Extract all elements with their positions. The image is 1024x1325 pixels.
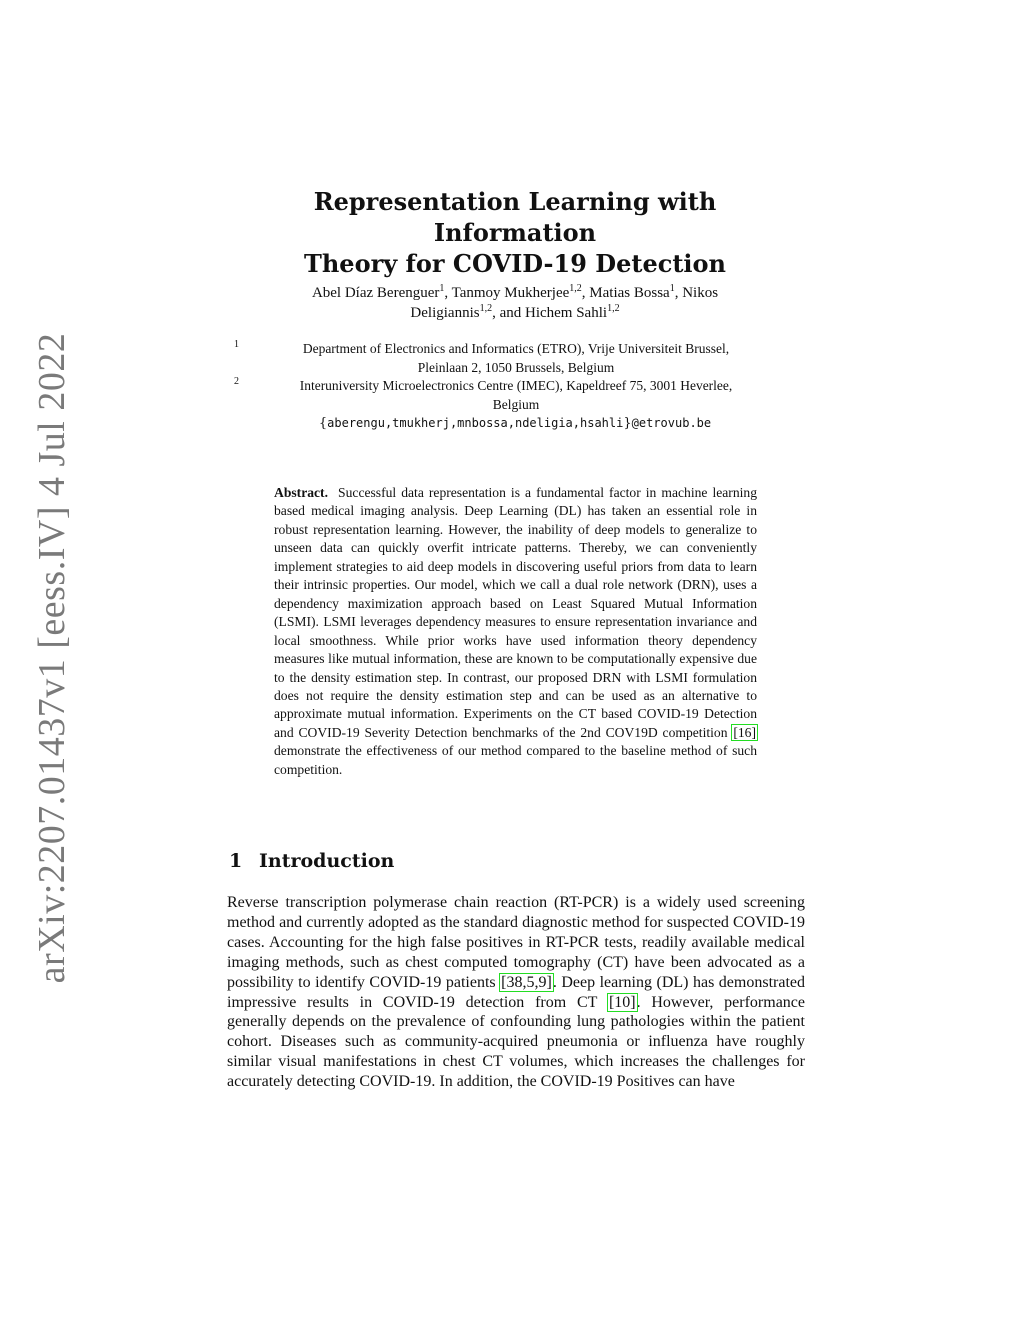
citation-link-38-5-9[interactable]: [38,5,9]	[501, 973, 552, 991]
email-brace-close: }	[623, 416, 632, 431]
author-1-affil: 1	[439, 283, 445, 294]
affiliation-1-line-1: Department of Electronics and Informatics (ETRO), Vrije Universiteit Brussel,	[302, 341, 730, 356]
author-2-affil: 1,2	[569, 283, 582, 294]
email-brace-open: {	[318, 416, 328, 431]
author-2: , Tanmoy Mukherjee	[444, 285, 570, 301]
introduction-paragraph	[227, 893, 805, 1092]
affiliation-2-line-2: Belgium	[492, 396, 540, 412]
authors-line-2	[230, 303, 800, 323]
section-heading-introduction	[229, 848, 394, 874]
affiliation-2-line-1: Interuniversity Microelectronics Centre (IMEC), Kapeldreef 75, 3001 Heverlee,	[299, 378, 733, 393]
paper-title	[230, 186, 800, 279]
affiliation-2	[236, 377, 796, 414]
citation-link-10[interactable]: [10]	[608, 993, 636, 1011]
authors-line-1	[230, 283, 800, 303]
section-title: Introduction	[259, 850, 395, 872]
abstract-text: Successful data representation is a fundamental factor in machine learning based medical imaging analysis. Deep Learning (DL) has taken an essential role in robust representation learning. However, the inability of deep models to generalize to unseen data can quickly overfit intricate patterns. Thereby, we can conveniently implement strategies to aid deep models in discovering useful priors from data to learn their intrinsic properties. Our model, which we call a dual role network (DRN), uses a dependency maximization approach based on Least Squared Mutual Information (LSMI). LSMI leverages dependency measures to ensure representation invariance and local smoothness. While prior works have used information theory dependency measures like mutual information, these are known to be computationally expensive due to the density estimation step. In contrast, our proposed DRN with LSMI formulation does not require the density estimation step and can be used as an alternative to approximate mutual information. Experiments on the CT based COVID-19 Detection and COVID-19 Severity Detection benchmarks of the 2nd COV19D competition	[274, 485, 757, 740]
author-4-affil: 1,2	[479, 303, 493, 314]
author-emails	[230, 414, 800, 433]
author-5-affil: 1,2	[607, 303, 620, 314]
author-3-affil: 1	[669, 283, 675, 294]
author-3: , Matias Bossa	[581, 285, 670, 301]
title-line-2: Theory for COVID-19 Detection	[304, 249, 726, 278]
abstract-text-end: demonstrate the effectiveness of our method compared to the baseline method of such competition.	[274, 743, 757, 777]
affiliation-1-line-2: Pleinlaan 2, 1050 Brussels, Belgium	[417, 359, 615, 375]
author-1: Abel Díaz Berenguer	[311, 285, 440, 301]
section-number: 1	[229, 850, 243, 872]
author-list	[230, 283, 800, 323]
author-5: , and Hichem Sahli	[492, 305, 608, 321]
email-usernames: aberengu,tmukherj,mnbossa,ndeligia,hsahli	[327, 416, 624, 430]
author-4-last: Deligiannis	[410, 305, 480, 321]
author-4-first: , Nikos	[674, 285, 719, 301]
abstract	[274, 484, 757, 779]
arxiv-side-identifier: arXiv:2207.01437v1 [eess.IV] 4 Jul 2022	[31, 332, 73, 984]
intro-text-1: Reverse transcription polymerase chain reaction (RT-PCR) is a widely used screening method and currently adopted as the standard diagnostic method for suspected COVID-19 cases. Accounting for the high false positives in RT-PCR tests, readily available medical imaging methods, such as chest computed tomography (CT) have been advocated as a possibility to identify COVID-19 patients	[227, 894, 805, 991]
citation-link-16[interactable]: [16]	[733, 724, 756, 740]
title-line-1: Representation Learning with Information	[313, 187, 717, 247]
intro-text-3: . However, performance generally depends on the prevalence of confounding lung pathologies within the patient cohort. Diseases such as community-acquired pneumonia or influenza have roughly similar visual manifestations in chest CT volumes, which increases the challenges for accurately detecting COVID-19. In addition, the COVID-19 Positives can have	[227, 993, 805, 1091]
affiliation-1-number: 1	[234, 339, 239, 350]
affiliation-2-number: 2	[234, 376, 239, 387]
intro-text-2: . Deep learning (DL) has demonstrated impressive results in COVID-19 detection from CT	[227, 973, 805, 1011]
email-domain: @etrovub.be	[631, 416, 712, 430]
abstract-label: Abstract.	[274, 485, 328, 500]
affiliation-1	[236, 340, 796, 377]
